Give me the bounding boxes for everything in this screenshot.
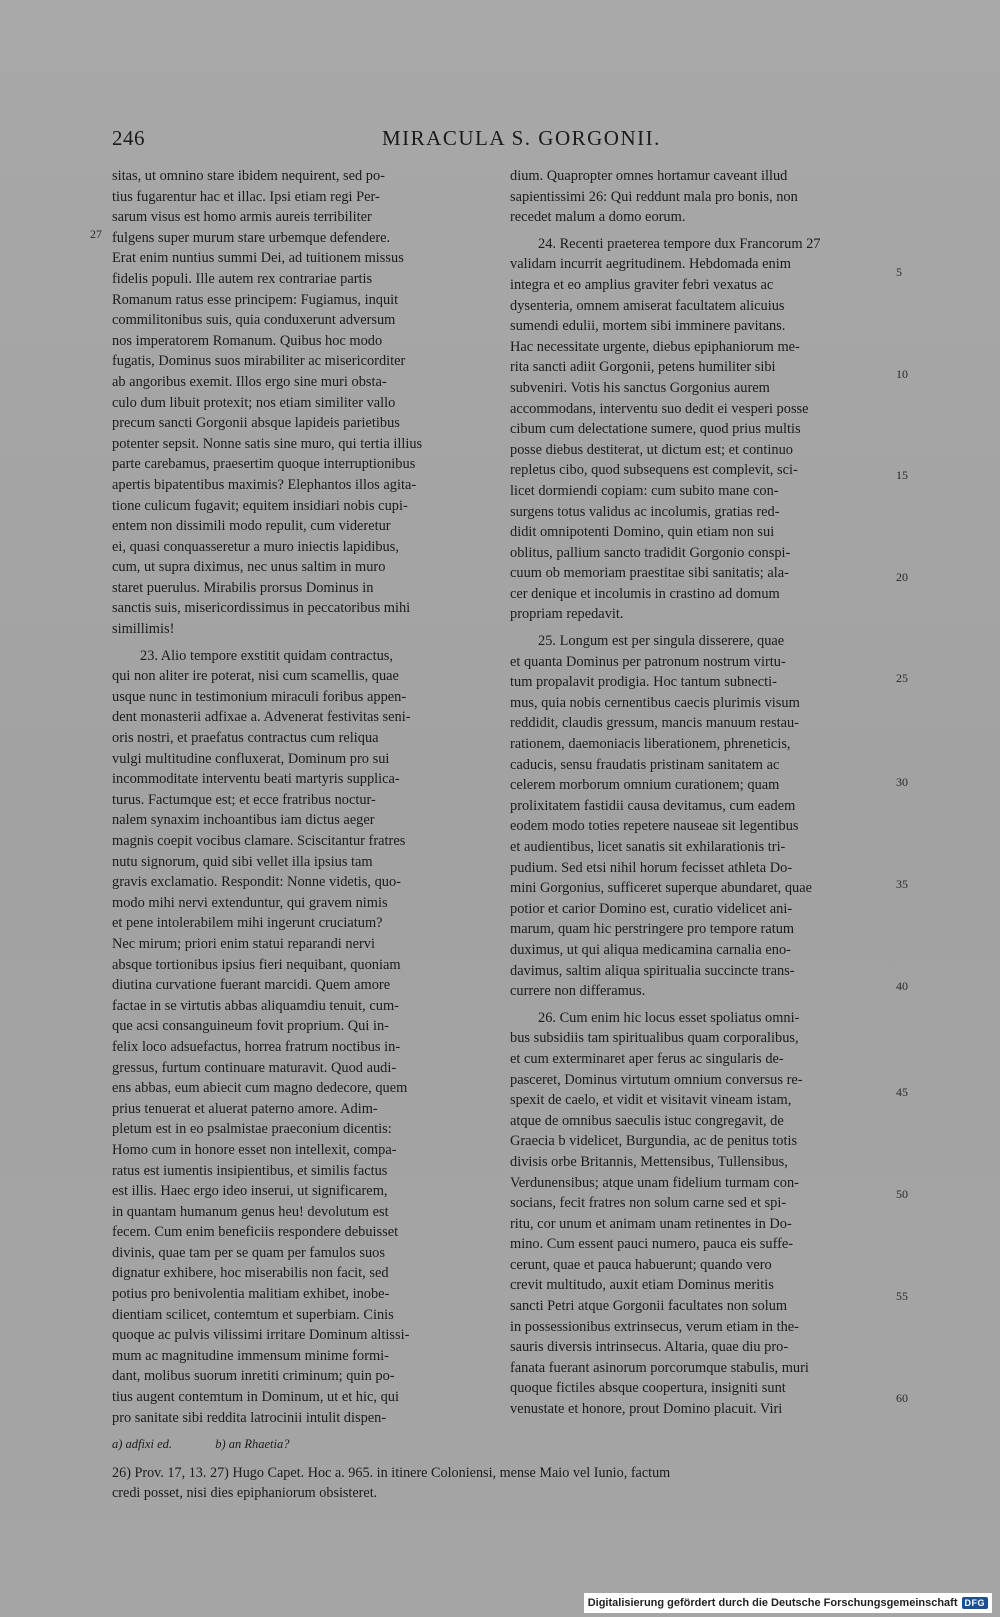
text-line: cuum ob memoriam praestitae sibi sanitatis; ala- [510, 565, 789, 582]
text-line: sitas, ut omnino stare ibidem nequirent, sed po- [112, 168, 385, 184]
text-line: validam incurrit aegritudinem. Hebdomada enim [510, 256, 791, 273]
text-line: eodem modo toties repetere nauseae sit legentibus [510, 818, 799, 835]
text-line: diutina curvatione fuerant marcidi. Quem amore [112, 977, 391, 994]
text-line: in possessionibus extrinsecus, verum etiam in the- [510, 1318, 799, 1335]
text-line: modo mihi nervi extenduntur, qui gravem nimis [112, 894, 388, 911]
text-line: ritu, cor unum et animam unam retinentes in Do- [510, 1215, 792, 1232]
text-line: fecem. Cum enim beneficiis respondere debuisset [112, 1224, 399, 1241]
text-line: Erat enim nuntius summi Dei, ad tuitionem missus [112, 250, 404, 267]
text-line: tione culicum fugavit; equitem insidiari nobis cupi- [112, 497, 408, 514]
margin-line-number: 30 [896, 775, 908, 789]
text-line: nutu signorum, quid sibi vellet illa ipsius tam [112, 853, 373, 870]
text-line: sanctis suis, misericordissimus in peccatoribus mihi [112, 600, 411, 617]
text-line: dysenteria, omnem amiserat facultatem alicuius [510, 297, 785, 314]
text-line: duximus, ut qui aliqua medicamina carnalia eno- [510, 941, 791, 958]
text-line: ens abbas, eum abiecit cum magno dedecore, quem [112, 1080, 408, 1097]
text-line: sumendi edulii, mortem sibi imminere pavitans. [510, 318, 786, 335]
text-line: bus subsidiis tam spiritualibus quam corporalibus, [510, 1030, 799, 1047]
text-line: spexit de caelo, et vidit et visitavit vineam istam, [510, 1092, 792, 1109]
text-line: usque nunc in testimonium miraculi foribus appen- [112, 688, 407, 705]
text-line: parte carebamus, praesertim quoque interruptionibus [112, 456, 416, 473]
text-line: incommoditate interventu beati martyris supplica- [112, 771, 400, 788]
text-line: que acsi consanguineum fovit proprium. Qui in- [112, 1018, 389, 1035]
margin-line-number: 15 [896, 468, 908, 482]
text-line: prius tenuerat et aluerat paterno amore. Adim- [112, 1100, 378, 1117]
page-number: 246 [112, 126, 145, 150]
text-line: fanata fuerant asinorum porcorumque stabulis, muri [510, 1359, 809, 1376]
text-line: tius fugarentur hac et illac. Ipsi etiam regi Per- [112, 188, 380, 205]
text-line: tius augent contemtum in Dominum, ut et hic, qui [112, 1389, 399, 1406]
margin-line-number: 10 [896, 367, 908, 381]
text-line: est illis. Haec ergo ideo inserui, ut significarem, [112, 1183, 388, 1200]
text-line: vulgi multitudine confluxerat, Dominum pro sui [112, 750, 390, 767]
margin-line-number: 55 [896, 1289, 908, 1303]
margin-line-number: 45 [896, 1085, 908, 1099]
text-line: Verdunensibus; atque unam fidelium turmam con- [510, 1174, 799, 1191]
text-line: nos imperatorem Romanum. Quibus hoc modo [112, 332, 383, 349]
text-line: oris nostri, et praefatus contractus cum reliqua [112, 730, 379, 747]
text-line: oblitus, pallium sancto tradidit Gorgonio conspi- [510, 544, 791, 561]
text-line: dent monasterii adfixae a. Advenerat festivitas seni- [112, 709, 411, 726]
text-line: Graecia b videlicet, Burgundia, ac de penitus totis [510, 1133, 798, 1150]
text-line: ab angoribus exemit. Illos ergo sine muri obsta- [112, 373, 387, 390]
text-line: cerunt, quae et pauca habuerunt; quando vero [510, 1256, 772, 1273]
text-line: 24. Recenti praeterea tempore dux Francorum 27 [538, 235, 821, 252]
margin-line-number: 40 [896, 979, 908, 993]
text-line: dignatur exhibere, hoc miserabilis non facit, sed [112, 1265, 389, 1282]
text-line: didit omnipotenti Domino, quin etiam non sui [510, 524, 775, 541]
apparatus-note-b: b) an Rhaetia? [215, 1437, 290, 1451]
text-line: fulgens super murum stare urbemque defendere. [112, 229, 391, 246]
text-line: potenter sepsit. Nonne satis sine muro, qui tertia illius [112, 435, 423, 452]
text-line: 26. Cum enim hic locus esset spoliatus omni- [538, 1009, 800, 1026]
text-line: et cum exterminaret aper ferus ac singularis de- [510, 1050, 784, 1067]
text-line: et quanta Dominus per patronum nostrum virtu- [510, 653, 786, 670]
footnote-line: 26) Prov. 17, 13. 27) Hugo Capet. Hoc a. 965. in itinere Coloniensi, mense Maio vel Iunio, factum [112, 1465, 671, 1481]
footnotes [112, 1463, 892, 1503]
text-line: precum sancti Gorgonii absque lapideis parietibus [112, 415, 400, 432]
text-line: mum ac magnitudine immensum minime formi- [112, 1347, 389, 1364]
text-line: propriam repedavit. [510, 606, 624, 623]
text-line: divisis orbe Britannis, Mettensibus, Tullensibus, [510, 1153, 788, 1170]
text-line: quoque ac pulvis vilissimi irritare Dominum altissi- [112, 1327, 410, 1344]
dfg-logo: DFG [962, 1597, 989, 1609]
digitization-notice: Digitalisierung gefördert durch die Deutsche Forschungsgemeinschaft [587, 1597, 958, 1609]
text-line: Romanum ratus esse principem: Fugiamus, inquit [112, 291, 399, 308]
text-line: quoque fictiles absque coopertura, insigniti sunt [510, 1380, 786, 1397]
left-column [112, 166, 490, 1428]
text-line: pudium. Sed etsi nihil horum fecisset athleta Do- [510, 859, 793, 876]
critical-apparatus [112, 1437, 329, 1452]
text-line: sancti Petri atque Gorgonii facultates non solum [510, 1298, 788, 1315]
text-line: sauris diversis intrinsecus. Altaria, quae diu pro- [510, 1339, 789, 1356]
text-line: venustate et honore, prout Domino placuit. Viri [510, 1401, 783, 1418]
text-line: 23. Alio tempore exstitit quidam contractus, [140, 647, 393, 664]
running-title: MIRACULA S. GORGONII. [382, 126, 661, 150]
text-line: atque de omnibus saeculis istuc congregavit, de [510, 1112, 784, 1129]
text-line: factae in se virtutis abbas aliquamdiu tenuit, cum- [112, 997, 399, 1014]
margin-line-number: 5 [896, 265, 902, 279]
text-line: apertis bipatentibus maximis? Elephantos illos agita- [112, 476, 417, 493]
text-line: turus. Factumque est; et ecce fratribus noctur- [112, 791, 376, 808]
text-line: absque tortionibus ipsius fieri nequibant, quoniam [112, 956, 401, 973]
text-line: fidelis populi. Ille autem rex contrariae partis [112, 270, 373, 287]
text-line: magnis coepit vocibus clamare. Sciscitantur fratres [112, 833, 406, 849]
text-line: staret puerulus. Mirabilis prorsus Dominus in [112, 579, 374, 596]
text-line: 25. Longum est per singula disserere, quae [538, 633, 785, 650]
text-line: sapientissimi 26: Qui reddunt mala pro bonis, non [510, 188, 798, 205]
text-line: caducis, sensu fraudatis pristinam sanitatem ac [510, 756, 780, 773]
text-line: simillimis! [112, 621, 175, 638]
text-line: dium. Quapropter omnes hortamur caveant illud [510, 168, 788, 184]
text-line: culo dum libuit protexit; nos etiam similiter vallo [112, 394, 396, 411]
text-line: gravis exclamatio. Respondit: Nonne videtis, quo- [112, 874, 401, 891]
text-line: et pene intolerabilem mihi ingerunt cruciatum? [112, 915, 383, 932]
text-line: qui non aliter ire poterat, nisi cum scamellis, quae [112, 668, 399, 685]
text-line: ratus est iumentis insipientibus, et similis factus [112, 1162, 388, 1179]
text-line: Homo cum in honore esset non intellexit, compa- [112, 1141, 397, 1158]
text-line: cer denique et incolumis in crastino ad domum [510, 585, 780, 602]
text-line: pro sanitate sibi reddita latrocinii intulit dispen- [112, 1409, 387, 1426]
footnote-line: credi posset, nisi dies epiphaniorum obsisteret. [112, 1485, 378, 1501]
text-line: dientiam scilicet, contemtum et superbiam. Cinis [112, 1306, 394, 1323]
margin-line-number: 25 [896, 671, 908, 685]
text-line: fugatis, Dominus suos mirabiliter ac misericorditer [112, 353, 406, 370]
margin-line-number: 50 [896, 1187, 908, 1201]
text-line: tum propalavit prodigia. Hoc tantum subnecti- [510, 674, 777, 691]
margin-line-number: 20 [896, 570, 908, 584]
text-line: davimus, saltim aliqua spiritualia succincte trans- [510, 962, 795, 979]
right-column [510, 166, 888, 1420]
margin-line-number: 35 [896, 877, 908, 891]
running-head [112, 126, 892, 156]
text-line: pasceret, Dominus virtutum omnium conversus re- [510, 1071, 803, 1088]
text-line: felix loco adsuefactus, horrea fratrum noctibus in- [112, 1038, 401, 1055]
text-line: pletum est in eo psalmistae praeconium dicentis: [112, 1121, 392, 1138]
text-line: currere non differamus. [510, 983, 646, 1000]
text-line: accommodans, interventu suo dedit ei vesperi posse [510, 400, 809, 417]
text-line: mus, quia nobis cernentibus caecis plurimis visum [510, 694, 800, 711]
text-line: nalem synaxim inchoantibus iam dictus aeger [112, 812, 375, 829]
text-line: reddidit, claudis gressum, mancis manuum restau- [510, 715, 799, 732]
text-line: crevit multitudo, auxit etiam Dominus meritis [510, 1277, 774, 1294]
text-line: sarum visus est homo armis aureis terribiliter [112, 209, 372, 226]
text-line: socians, fecit fratres non solum carne sed et spi- [510, 1195, 787, 1212]
text-line: et audientibus, licet sanatis sit exhilarationis tri- [510, 839, 786, 855]
text-line: surgens totus validus ac incolumis, gratias red- [510, 503, 780, 520]
text-line: mino. Cum essent pauci numero, pauca eis suffe- [510, 1236, 794, 1253]
text-line: recedet malum a domo eorum. [510, 209, 686, 226]
text-line: celerem morborum omnium curationem; quam [510, 777, 780, 794]
text-line: Hac necessitate urgente, diebus epiphaniorum me- [510, 338, 800, 355]
text-line: mini Gorgonius, sufficeret superque abundaret, quae [510, 880, 812, 897]
text-line: subveniri. Votis his sanctus Gorgonius aurem [510, 379, 770, 396]
text-line: repletus cibo, quod subsequens est complevit, sci- [510, 462, 798, 479]
text-line: integra et eo amplius graviter febri vexatus ac [510, 276, 774, 293]
text-line: posse diebus destiterat, ut dictum est; et continuo [510, 441, 793, 458]
margin-line-number: 60 [896, 1391, 908, 1405]
text-line: cibum cum delectatione sumere, quod prius multis [510, 421, 801, 438]
apparatus-note-a: a) adfixi ed. [112, 1437, 173, 1451]
text-line: licet dormiendi copiam: cum subito mane con- [510, 482, 779, 499]
text-line: commilitonibus suis, quia conduxerunt adversum [112, 312, 396, 329]
text-line: rationem, daemoniacis liberationem, phreneticis, [510, 736, 791, 753]
digitization-banner [584, 1593, 992, 1613]
text-line: in quantam humanum genus heu! devolutum est [112, 1203, 389, 1220]
text-line: gressus, furtum continuare maturavit. Quod audi- [112, 1059, 397, 1076]
text-line: prolixitatem fastidii causa devitamus, cum eadem [510, 797, 796, 814]
text-line: potius pro benivolentia malitiam exhibet, inobe- [112, 1286, 390, 1303]
margin-line-number: 27 [90, 227, 102, 241]
text-line: potior et carior Domino est, curatio videlicet ani- [510, 900, 793, 917]
text-line: cum, ut supra diximus, nec unus saltim in muro [112, 559, 386, 576]
text-line: dant, molibus suorum inretiti criminum; quin po- [112, 1368, 395, 1385]
text-line: rita sancti adiit Gorgonii, petens humiliter sibi [510, 359, 776, 376]
text-line: marum, quam hic perstringere pro tempore ratum [510, 921, 795, 938]
text-line: entem non dissimili modo repulit, cum videretur [112, 518, 391, 535]
text-line: Nec mirum; priori enim statui reparandi nervi [112, 935, 375, 952]
text-line: divinis, quae tam per se quam per famulos suos [112, 1244, 385, 1261]
text-line: ei, quasi conquasseretur a muro iniectis lapidibus, [112, 538, 399, 555]
